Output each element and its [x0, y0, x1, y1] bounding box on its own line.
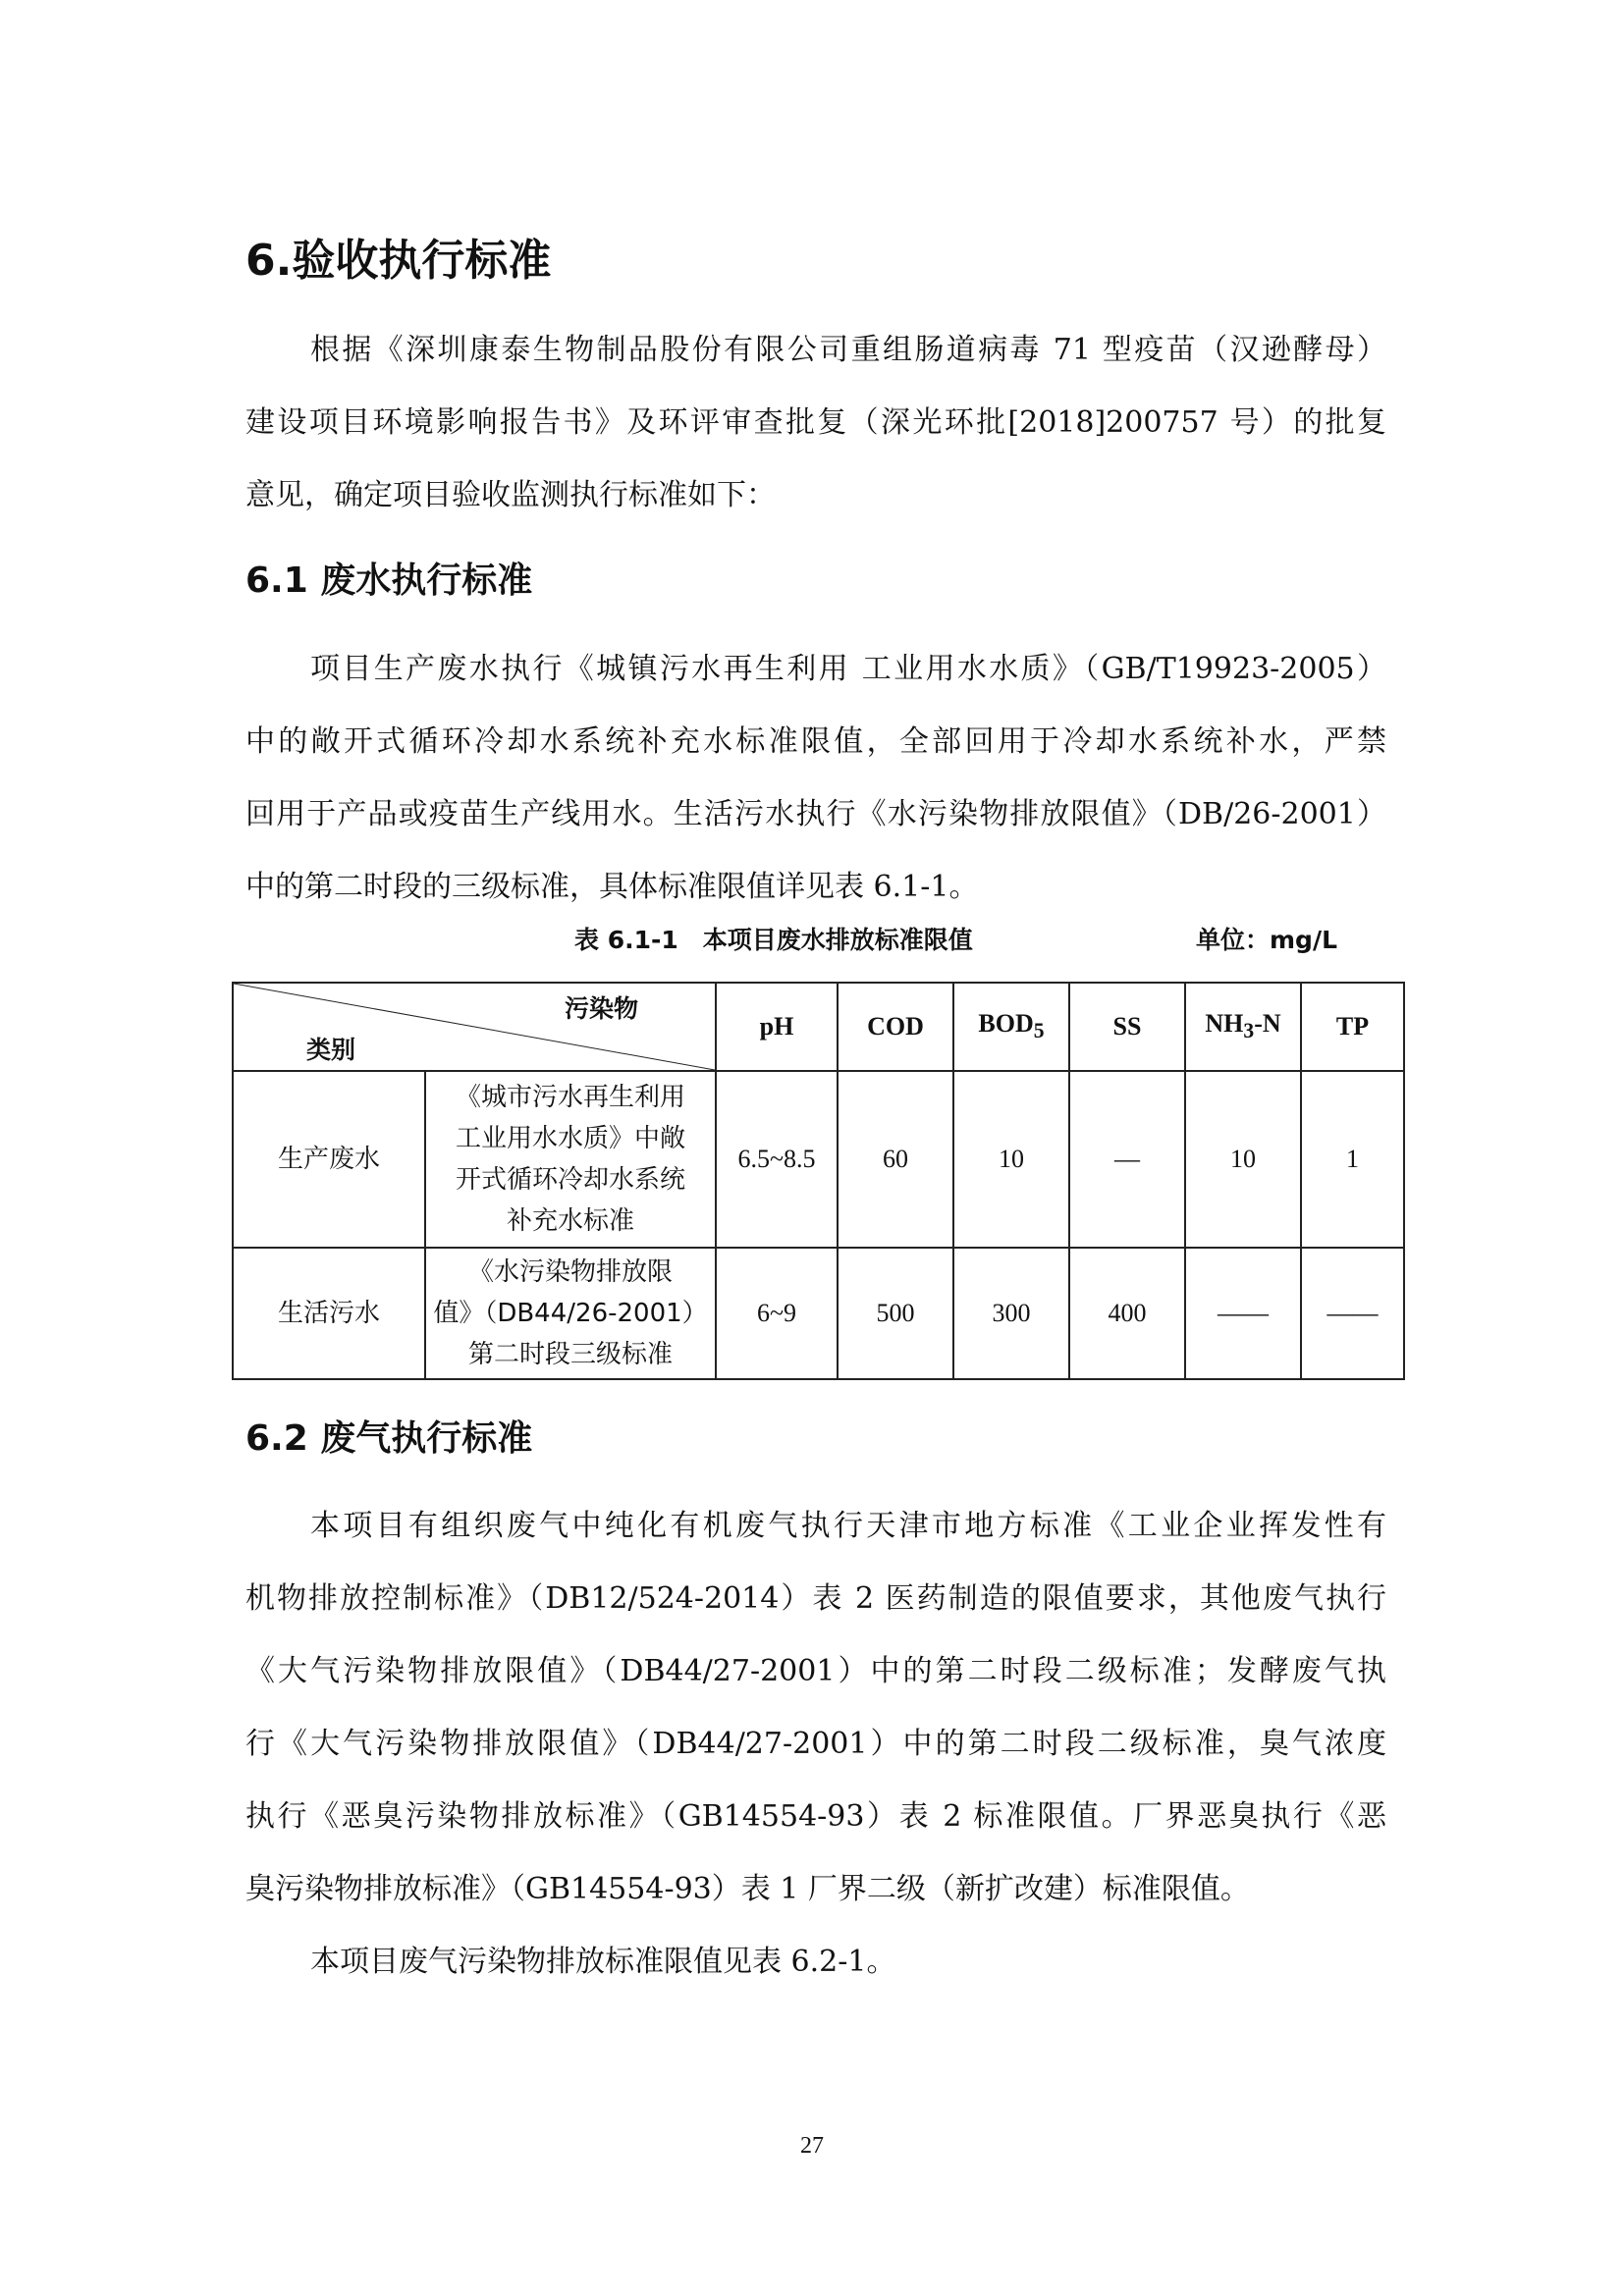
- value-ss: 400: [1069, 1248, 1185, 1379]
- header-tp: TP: [1301, 983, 1404, 1071]
- exhaust-paragraph: [245, 1490, 1386, 1999]
- exhaust-line: 《大气污染物排放限值》（DB44/27-2001）中的第二时段二级标准；发酵废气执: [245, 1654, 1386, 1688]
- header-ss: SS: [1069, 983, 1185, 1071]
- exhaust-line: 机物排放控制标准》（DB12/524-2014）表 2 医药制造的限值要求，其他废气执行: [245, 1581, 1386, 1616]
- standard-line: 《水污染物排放限: [467, 1257, 673, 1287]
- header-ph: pH: [716, 983, 838, 1071]
- header-nh-text: NH: [1205, 1009, 1244, 1039]
- header-cod: COD: [838, 983, 953, 1071]
- header-bod5: [953, 983, 1069, 1071]
- header-pollutant: 污染物: [564, 994, 638, 1023]
- value-ss: —: [1069, 1071, 1185, 1248]
- header-nh-suffix: -N: [1254, 1009, 1281, 1039]
- header-category: 类别: [306, 1036, 356, 1064]
- intro-paragraph: [245, 314, 1386, 532]
- row-category: 生活污水: [233, 1248, 425, 1379]
- wastewater-standard-table: [232, 982, 1405, 1380]
- exhaust-line: 本项目有组织废气中纯化有机废气执行天津市地方标准《工业企业挥发性有: [310, 1509, 1386, 1543]
- table-caption: 表 6.1-1 本项目废水排放标准限值: [574, 926, 973, 954]
- value-bod5: 10: [953, 1071, 1069, 1248]
- table-unit: 单位：mg/L: [1196, 926, 1338, 954]
- standard-line: 第二时段三级标准: [467, 1340, 673, 1369]
- standard-line: 值》（DB44/26-2001）: [433, 1299, 708, 1328]
- row-standard: [425, 1248, 716, 1379]
- value-tp: ——: [1301, 1248, 1404, 1379]
- value-bod5: 300: [953, 1248, 1069, 1379]
- intro-line: 意见，确定项目验收监测执行标准如下：: [245, 478, 776, 512]
- wastewater-line: 回用于产品或疫苗生产线用水。生活污水执行《水污染物排放限值》（DB/26-2001）: [245, 797, 1386, 831]
- value-tp: 1: [1301, 1071, 1404, 1248]
- standard-line: 补充水标准: [506, 1206, 634, 1236]
- standard-line: 开式循环冷却水系统: [455, 1165, 685, 1195]
- header-nh3n: [1185, 983, 1301, 1071]
- value-cod: 60: [838, 1071, 953, 1248]
- header-bod-subscript: 5: [1033, 1019, 1045, 1043]
- wastewater-paragraph: [245, 633, 1386, 924]
- value-ph: 6.5~8.5: [716, 1071, 838, 1248]
- table-header-row: [233, 983, 1404, 1071]
- value-nh3n: 10: [1185, 1071, 1301, 1248]
- subsection-title-6-2: 6.2 废气执行标准: [245, 1418, 533, 1459]
- wastewater-line: 项目生产废水执行《城镇污水再生利用 工业用水水质》（GB/T19923-2005）: [310, 652, 1386, 686]
- intro-line: 根据《深圳康泰生物制品股份有限公司重组肠道病毒 71 型疫苗（汉逊酵母）: [310, 333, 1386, 367]
- value-cod: 500: [838, 1248, 953, 1379]
- standard-line: 工业用水水质》中敞: [455, 1124, 685, 1153]
- exhaust-line: 行《大气污染物排放限值》（DB44/27-2001）中的第二时段二级标准，臭气浓度: [245, 1727, 1386, 1761]
- header-nh-subscript: 3: [1243, 1019, 1255, 1043]
- diagonal-header-cell: [233, 983, 716, 1071]
- wastewater-line: 中的敞开式循环冷却水系统补充水标准限值，全部回用于冷却水系统补水，严禁: [245, 724, 1386, 759]
- header-bod-text: BOD: [978, 1009, 1034, 1039]
- table-row: [233, 1248, 1404, 1379]
- value-ph: 6~9: [716, 1248, 838, 1379]
- subsection-title-6-1: 6.1 废水执行标准: [245, 561, 533, 601]
- value-nh3n: ——: [1185, 1248, 1301, 1379]
- row-category: 生产废水: [233, 1071, 425, 1248]
- intro-line: 建设项目环境影响报告书》及环评审查批复（深光环批[2018]200757 号）的批复: [245, 405, 1386, 440]
- section-heading: 6.验收执行标准: [245, 236, 552, 286]
- row-standard: [425, 1071, 716, 1248]
- exhaust-line: 执行《恶臭污染物排放标准》（GB14554-93）表 2 标准限值。厂界恶臭执行《恶: [245, 1799, 1386, 1834]
- exhaust-line: 臭污染物排放标准》（GB14554-93）表 1 厂界二级（新扩改建）标准限值。: [245, 1872, 1250, 1906]
- exhaust-closing-line: 本项目废气污染物排放标准限值见表 6.2-1。: [310, 1945, 896, 1979]
- page-number: 27: [800, 2133, 824, 2159]
- table-row: [233, 1071, 1404, 1248]
- standard-line: 《城市污水再生利用: [455, 1083, 685, 1112]
- wastewater-line: 中的第二时段的三级标准，具体标准限值详见表 6.1-1。: [245, 870, 979, 904]
